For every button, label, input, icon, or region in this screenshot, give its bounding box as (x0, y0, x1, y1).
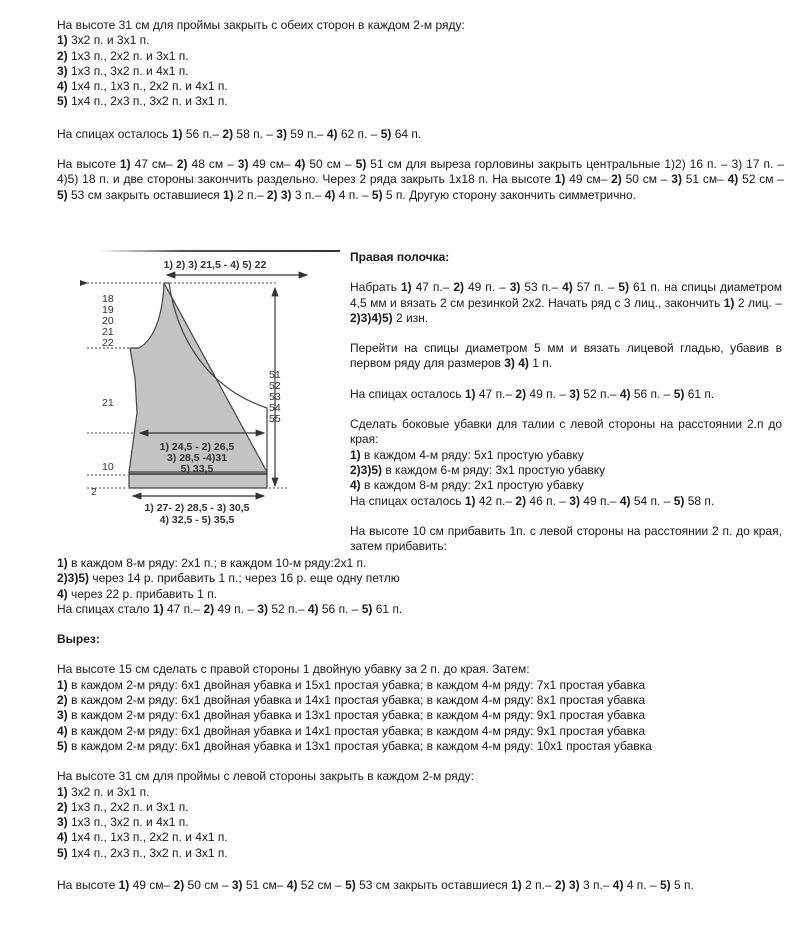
size-marker: 5) (618, 280, 630, 295)
neck-height-label-4: 21 (102, 326, 114, 338)
size-marker: 3) (57, 708, 68, 723)
waist-width-label-2: 3) 28,5 -4)31 (166, 452, 228, 464)
armhole-left-intro: На высоте 31 см для проймы с левой стороны закрыть в каждом 2-м ряду: (57, 769, 474, 784)
size-marker: 5) (57, 187, 68, 202)
neckline-paragraph (57, 157, 784, 203)
size-marker: 1) (401, 280, 412, 295)
size-marker: 4) (562, 280, 573, 295)
size-marker: 5) (57, 738, 68, 753)
size-marker: 1) (223, 187, 234, 202)
size-line: 2) 1x3 п., 2x2 п. и 3x1 п. (57, 799, 189, 814)
size-marker: 1) (57, 677, 68, 692)
size-marker: 2) 3) (554, 878, 580, 892)
size-marker: 1) (118, 878, 130, 892)
cutout-intro: На высоте 15 см сделать с правой стороны 1 двойную убавку за 2 п. до края. Затем: (57, 662, 530, 677)
size-marker: 2) (222, 127, 234, 141)
size-marker: 1) (464, 493, 476, 508)
size-line: 5) 1x4 п., 2x3 п., 3x2 п. и 3x1 п. (57, 845, 228, 860)
size-marker: 5) (380, 127, 392, 141)
size-line: 1) 3x2 п. и 3x1 п. (57, 784, 150, 799)
increase-list (57, 556, 777, 602)
size-marker: 3) 4) (504, 356, 529, 371)
armhole-intro: На высоте 31 см для проймы закрыть с обеих сторон в каждом 2-м ряду: (57, 18, 465, 32)
right-front-title: Правая полочка: (350, 250, 450, 264)
size-line: 3) 1x3 п., 3x2 п. и 4x1 п. (57, 63, 189, 78)
neck-height-label-3: 20 (102, 315, 114, 327)
size-marker: 2)3)5) (57, 571, 90, 586)
total-height-label-4: 54 (269, 402, 281, 414)
size-marker: 1) (119, 157, 131, 171)
size-marker: 1) (152, 601, 164, 616)
size-marker: 2) (57, 693, 68, 708)
armhole-left-list (57, 785, 777, 861)
size-marker: 1) (511, 878, 522, 892)
final-bind-off-text: На высоте 1) 49 см– 2) 50 см – 3) 51 см– 4) 52 см – 5) 53 см закрыть оставшиеся 1) 2 п.– 2) 3) 3 п.– 4) 4 п. – 5) 5 п. (57, 878, 694, 892)
neck-height-label-5: 22 (102, 337, 114, 349)
size-marker: 3) (671, 172, 682, 187)
waist-decrease-list (350, 448, 782, 494)
size-marker: 5) (355, 157, 367, 171)
size-marker: 1) (723, 295, 735, 310)
size-marker: 2) (515, 493, 527, 508)
remaining-after-switch: На спицах осталось 1) 47 п.– 2) 49 п. – 3) 52 п.– 4) 56 п. – 5) 61 п. (350, 386, 715, 401)
size-marker: 3) (57, 815, 68, 830)
size-marker: 2)3)5) (350, 462, 383, 477)
size-marker: 2) (57, 799, 68, 814)
size-marker: 4) (57, 586, 68, 601)
size-marker: 5) (345, 878, 356, 892)
remaining-after-waist: На спицах осталось 1) 42 п.– 2) 46 п. – 3) 49 п.– 4) 54 п. – 5) 58 п. (350, 493, 715, 508)
size-line: 1) в каждом 8-м ряду: 2x1 п.; в каждом 10-м ряду:2x1 п. (57, 556, 367, 570)
size-line: 2) в каждом 2-м ряду: 6x1 двойная убавка и 14x1 простая убавка; в каждом 4-м ряду: 8x1 простая убавка (57, 693, 646, 708)
size-marker: 4) (57, 830, 68, 845)
increase-result: На спицах стало 1) 47 п.– 2) 49 п. – 3) 52 п.– 4) 56 п. – 5) 61 п. (57, 601, 403, 616)
cast-on-text: Набрать 1) 47 п.– 2) 49 п. – 3) 53 п.– 4) 57 п. – 5) 61 п. на спицы диаметром 4,5 мм и вязать 2 см резинкой 2x2. Начать ряд с 3 лиц., закончить 1) 2 лиц. – 2)3)4)5) 2 изн. (350, 280, 782, 325)
neck-height-label-2: 19 (102, 304, 114, 316)
schematic-top-rule (97, 250, 340, 252)
size-line: 3) в каждом 2-м ряду: 6x1 двойная убавка и 13x1 простая убавка; в каждом 4-м ряду: 9x1 простая убавка (57, 708, 646, 723)
size-marker: 2) (203, 601, 215, 616)
size-marker: 5) (659, 878, 671, 892)
total-height-label-3: 53 (269, 391, 281, 403)
size-marker: 4) (294, 157, 306, 171)
size-line: 2)3)5) через 14 р. прибавить 1 п.; через 16 р. еще одну петлю (57, 571, 400, 586)
size-marker: 4) (57, 79, 68, 94)
armhole-both-sides-section (57, 18, 777, 110)
size-line: 4) в каждом 2-м ряду: 6x1 двойная убавка и 14x1 простая убавка; в каждом 4-м ряду: 9x1 простая убавка (57, 723, 646, 738)
size-line: 5) 1x4 п., 2x3 п., 3x2 п. и 3x1 п. (57, 94, 228, 109)
top-width-label: 1) 2) 3) 21,5 - 4) 5) 22 (163, 259, 267, 271)
size-marker: 3) (276, 127, 287, 141)
increase-section (57, 556, 777, 861)
size-marker: 3) (569, 386, 580, 401)
cutout-list (57, 678, 777, 754)
bottom-width-label-2: 4) 32,5 - 5) 35,5 (159, 514, 235, 526)
switch-needles-text: Перейти на спицы диаметром 5 мм и вязать лицевой гладью, убавив в первом ряду для размеров 3) 4) 1 п. (350, 341, 782, 371)
size-marker: 5) (371, 187, 383, 202)
increase-intro: На высоте 10 см прибавить 1п. с левой стороны на расстоянии 2 п. до края, затем прибавить: (350, 523, 782, 554)
size-marker: 4) (619, 493, 631, 508)
size-marker: 1) (57, 556, 68, 570)
size-marker: 4) (727, 172, 739, 187)
right-front-section (350, 250, 782, 554)
size-marker: 5) (57, 845, 68, 860)
stitches-remaining-line (57, 127, 777, 142)
size-marker: 4) (307, 601, 319, 616)
cutout-title: Вырез: (57, 632, 100, 647)
size-line: 4) 1x4 п., 1x3 п., 2x2 п. и 4x1 п. (57, 830, 228, 845)
armhole-size-list (57, 33, 777, 109)
size-marker: 4) (619, 386, 631, 401)
neck-height-label-1: 18 (102, 293, 114, 305)
rib-height-label: 2 (91, 486, 97, 498)
size-marker: 2) (453, 280, 465, 295)
size-line: 4) 1x4 п., 1x3 п., 2x2 п. и 4x1 п. (57, 79, 228, 94)
size-line: 2)3)5) в каждом 6-м ряду: 3x1 простую убавку (350, 462, 606, 477)
waist-to-rib-label: 10 (102, 461, 114, 473)
size-line: 4) через 22 р. прибавить 1 п. (57, 586, 218, 601)
armhole-to-waist-label: 21 (102, 397, 114, 409)
size-marker: 1) (350, 447, 361, 462)
size-line: 1) 3x2 п. и 3x1 п. (57, 33, 150, 48)
size-marker: 3) (237, 157, 249, 171)
size-marker: 2) (611, 172, 622, 187)
size-marker: 2) (173, 878, 185, 892)
size-marker: 5) (673, 493, 685, 508)
size-marker: 1) (464, 386, 476, 401)
neckline-text: На высоте 1) 47 см– 2) 48 см – 3) 49 см– 4) 50 см – 5) 51 см для выреза горловины закрыть центральные 1)2) 16 п. – 3) 17 п. – 4)5) 18 п. и две стороны закончить раздельно. Через 2 ряда закрыть 1x18 п. На высоте 1) 49 см– 2) 50 см – 3) 51 см– 4) 52 см – 5) 53 см закрыть оставшиеся 1) 2 п.– 2) 3) 3 п.– 4) 4 п. – 5) 5 п. Другую сторону закончить симметрично. (57, 157, 785, 202)
size-marker: 4) (57, 723, 68, 738)
size-marker: 4) (350, 478, 361, 493)
size-marker: 4) (612, 878, 624, 892)
size-marker: 2)3)4)5) (350, 310, 393, 325)
total-height-label-5: 55 (269, 413, 281, 425)
size-marker: 3) (57, 63, 68, 78)
remaining-text: На спицах осталось 1) 56 п.– 2) 58 п. – 3) 59 п.– 4) 62 п. – 5) 64 п. (57, 127, 422, 141)
size-marker: 2) (57, 48, 68, 63)
size-line: 2) 1x3 п., 2x2 п. и 3x1 п. (57, 48, 189, 63)
waist-decrease-intro: Сделать боковые убавки для талии с левой стороны на расстоянии 2.п до края: (350, 417, 782, 447)
size-marker: 3) (509, 280, 521, 295)
size-marker: 3) (257, 601, 269, 616)
size-marker: 4) (324, 187, 336, 202)
size-marker: 1) (57, 33, 68, 48)
size-line: 5) в каждом 2-м ряду: 6x1 двойная убавка и 13x1 простая убавка; в каждом 4-м ряду: 10x1 простая убавка (57, 738, 652, 753)
size-line: 1) в каждом 2-м ряду: 6x1 двойная убавка и 15x1 простая убавка; в каждом 4-м ряду: 7x1 простая убавка (57, 677, 646, 692)
size-marker: 3) (231, 878, 243, 892)
final-bind-off (57, 878, 769, 893)
total-height-label-1: 51 (269, 369, 281, 381)
size-line: 4) в каждом 8-м ряду: 2x1 простую убавку (350, 478, 584, 493)
size-marker: 3) (569, 493, 580, 508)
garment-schematic (57, 248, 342, 540)
total-height-label-2: 52 (269, 380, 281, 392)
size-marker: 5) (673, 386, 685, 401)
size-marker: 4) (326, 127, 338, 141)
size-marker: 5) (361, 601, 373, 616)
size-marker: 2) (515, 386, 527, 401)
size-marker: 2) 3) (266, 187, 292, 202)
waist-width-label-3: 5) 33,5 (180, 463, 214, 475)
size-marker: 4) (286, 878, 298, 892)
size-marker: 5) (57, 94, 68, 109)
size-marker: 1) (554, 172, 566, 187)
bottom-width-label-1: 1) 27- 2) 28,5 - 3) 30,5 (144, 502, 250, 514)
waist-width-label-1: 1) 24,5 - 2) 26,5 (159, 441, 235, 453)
size-marker: 1) (171, 127, 183, 141)
size-line: 3) 1x3 п., 3x2 п. и 4x1 п. (57, 815, 189, 830)
size-line: 1) в каждом 4-м ряду: 5x1 простую убавку (350, 447, 584, 462)
size-marker: 2) (176, 157, 188, 171)
size-marker: 1) (57, 784, 68, 799)
